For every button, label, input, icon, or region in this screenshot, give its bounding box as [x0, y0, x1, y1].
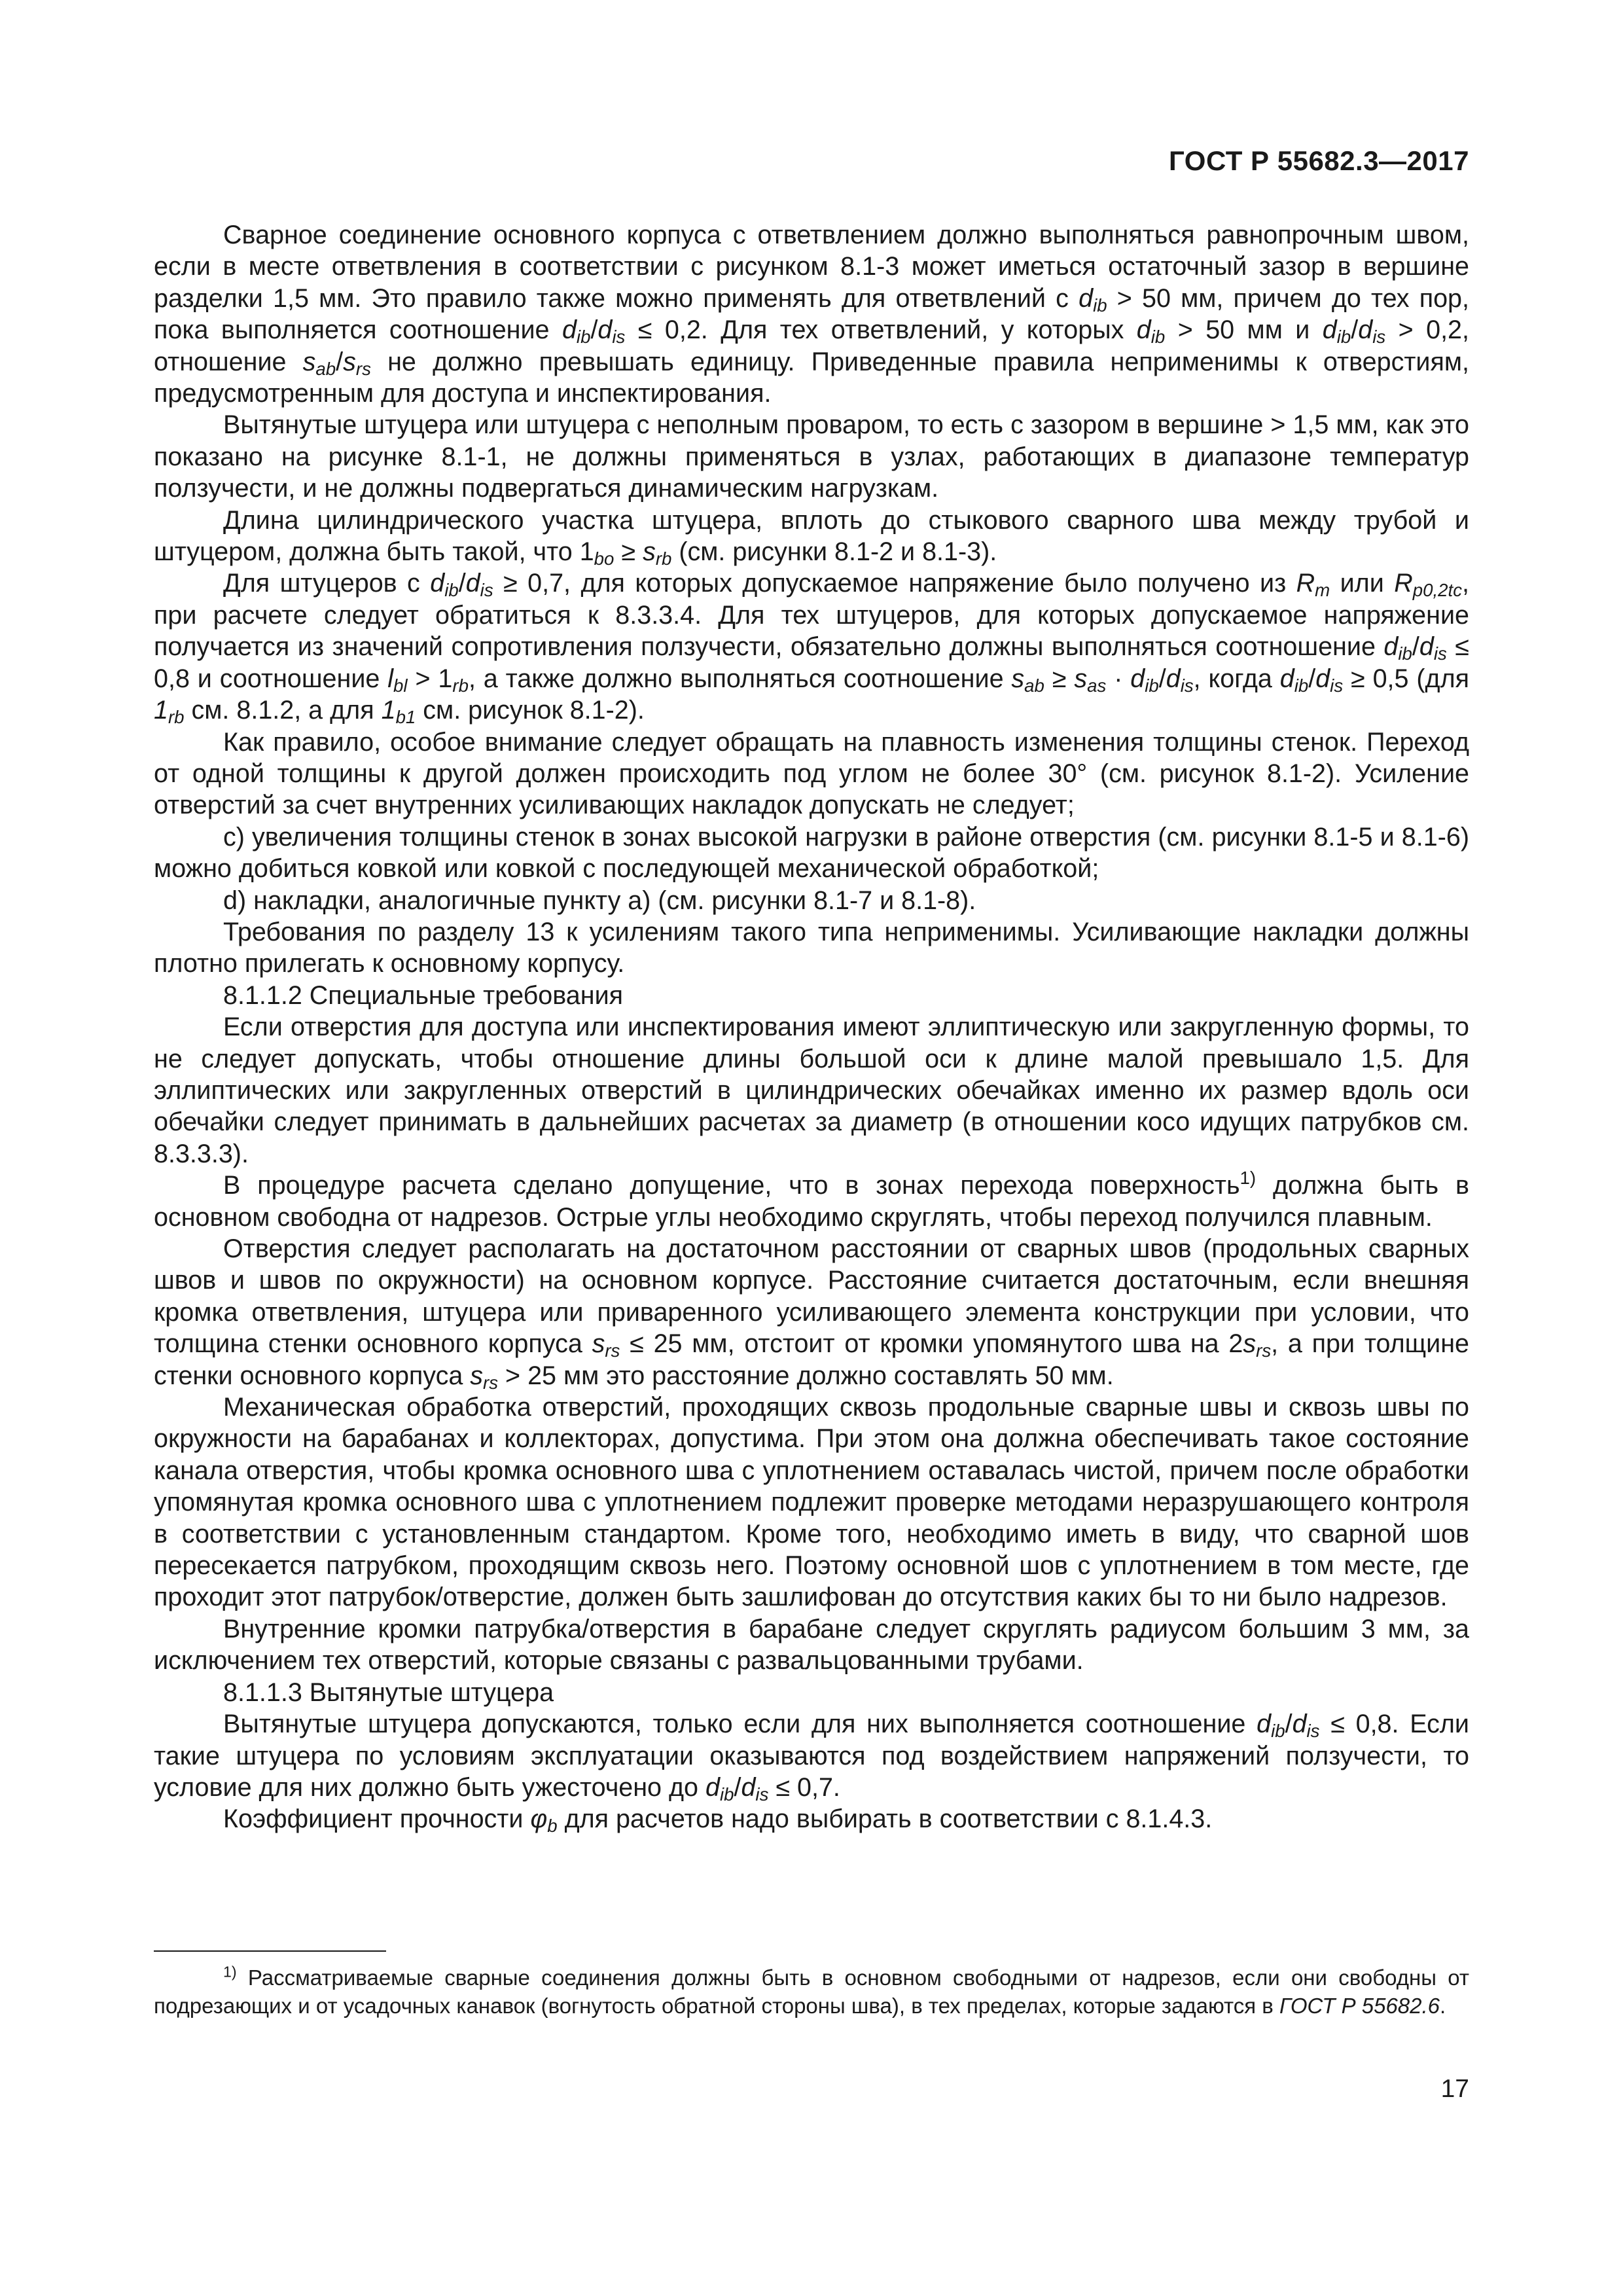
document-header: ГОСТ Р 55682.3—2017 [1169, 145, 1469, 176]
section-heading-8-1-1-2: 8.1.1.2 Специальные требования [223, 980, 624, 1010]
page-number: 17 [1440, 2075, 1469, 2103]
paragraph-12: Отверстия следует располагать на достаточном расстоянии от сварных швов (продольных сварных швов и швов по окружности) на основном корпусе. Расстояние считается достаточным, если внешняя кромка ответвления, штуцера или приваренного усиливающего элемента конструкции при условии, что толщина стенки основного корпуса $s_{rs} \le 25$ мм, отстоит от кромки упомянутого шва на $2s_{rs}$, а при толщине стенки основного корпуса $s_{rs} > 25$ мм это расстояние должно составлять 50 мм. [154, 1234, 1469, 1393]
paragraph-4: Для штуцеров с $d_{ib}/d_{is} \ge 0,7$, для которых допускаемое напряжение было получено из $R_m$ или $R_{p0,2tc}$, при расчете следует обратиться к 8.3.3.4. Для тех штуцеров, для которых допускаемое напряжение получается из значений сопротивления ползучести, обязательно должны выполняться соотношение $d_{ib}/d_{is} \le 0,8$ и соотношение $l_{bl} > 1_{rb}$, а также должно выполняться соотношение $s_{ab} \ge s_{as} \cdot d_{ib}/d_{is}$, когда $d_{ib}/d_{is} \ge 0,5$ (для $1_{rb}$ см. 8.1.2, а для $1_{b1}$ см. рисунок 8.1-2). [154, 569, 1470, 727]
footnote [154, 1964, 1469, 2020]
paragraph-10: Если отверстия для доступа или инспектирования имеют эллиптическую или закругленную формы, то не следует допускать, чтобы отношение длины большой оси к длине малой превышало 1,5. Для эллиптических или закругленных отверстий в цилиндрических обечайках именно их размер вдоль оси обечайки следует принимать в дальнейших расчетах за диаметр (в отношении косо идущих патрубков см. 8.3.3.3). [154, 1013, 1469, 1168]
paragraph-5: Как правило, особое внимание следует обращать на плавность изменения толщины стенок. Переход от одной толщины к другой должен происходить под углом не более 30° (см. рисунок 8.1-2). Усиление отверстий за счет внутренних усиливающих накладок допускать не следует; [154, 727, 1469, 820]
paragraph-17: Коэффициент прочности $\varphi_b$ для расчетов надо выбирать в соответствии с 8.1.4.3. [223, 1804, 1213, 1837]
paragraph-1: Сварное соединение основного корпуса с ответвлением должно выполняться равнопрочным швом, если в месте ответвления в соответствии с рисунком 8.1-3 может иметься остаточный зазор в вершине разделки 1,5 мм. Это правило также можно применять для ответвлений с $d_{ib} > 50$ мм, причем до тех пор, пока выполняется соотношение $d_{ib}/d_{is} \le 0,2$. Для тех ответвлений, у которых $d_{ib} > 50$ мм и $d_{ib}/d_{is} > 0,2$, отношение $s_{ab}/s_{rs}$ не должно превышать единицу. Приведенные правила неприменимы к отверстиям, предусмотренным для доступа и инспектирования. [154, 221, 1470, 408]
paragraph-2: Вытянутые штуцера или штуцера с неполным проваром, то есть с зазором в вершине > 1,5 мм, как это показано на рисунке 8.1-1, не должны применяться в узлах, работающих в диапазоне температур ползучести, и не должны подвергаться динамическим нагрузкам. [154, 410, 1469, 503]
footnote-mark: 1) [223, 1963, 237, 1981]
footnote-separator [154, 1950, 386, 1952]
footnote-standard-ref: ГОСТ Р 55682.6 [1279, 1994, 1440, 2018]
section-heading-8-1-1-3: 8.1.1.3 Вытянутые штуцера [223, 1677, 554, 1707]
footnote-text: $^{1)}$ Рассматриваемые сварные соединения должны быть в основном свободными от надрезов, если они свободны от подрезающих и от усадочных канавок (вогнутость обратной стороны шва), в тех пределах, которые задаются в ГОСТ Р 55682.6. [154, 1963, 1469, 2018]
paragraph-11: В процедуре расчета сделано допущение, что в зонах перехода поверхность$^{1)}$ должна быть в основном свободна от надрезов. Острые углы необходимо скруглять, чтобы переход получился плавным. [154, 1167, 1469, 1232]
footnote-reference: 1) [1240, 1167, 1257, 1188]
paragraph-6: c) увеличения толщины стенок в зонах высокой нагрузки в районе отверстия (см. рисунки 8.1-5 и 8.1-6) можно добиться ковкой или ковкой с последующей механической обработкой; [154, 822, 1469, 884]
paragraph-16: Вытянутые штуцера допускаются, только если для них выполняется соотношение $d_{ib}/d_{is} \le 0,8$. Если такие штуцера по условиям эксплуатации оказываются под воздействием напряжений ползучести, то условие для них должно быть ужесточено до $d_{ib}/d_{is} \le 0,7$. [154, 1710, 1469, 1804]
paragraph-7: d) накладки, аналогичные пункту а) (см. рисунки 8.1-7 и 8.1-8). [223, 886, 976, 915]
paragraph-3: Длина цилиндрического участка штуцера, вплоть до стыкового сварного шва между трубой и штуцером, должна быть такой, что $1_{bo} \ge s_{rb}$ (см. рисунки 8.1-2 и 8.1-3). [154, 505, 1469, 569]
document-body [154, 219, 1469, 1835]
paragraph-8: Требования по разделу 13 к усилениям такого типа неприменимы. Усиливающие накладки должны плотно прилегать к основному корпусу. [154, 917, 1469, 978]
paragraph-13: Механическая обработка отверстий, проходящих сквозь продольные сварные швы и сквозь швы по окружности на барабанах и коллекторах, допустима. При этом она должна обеспечивать такое состояние канала отверстия, чтобы кромка основного шва с уплотнением оставалась чистой, причем после обработки упомянутая кромка основного шва с уплотнением подлежит проверке методами неразрушающего контроля в соответствии с установленным стандартом. Кроме того, необходимо иметь в виду, что сварной шов пересекается патрубком, проходящим сквозь него. Поэтому основной шов с уплотнением в том месте, где проходит этот патрубок/отверстие, должен быть зашлифован до отсутствия каких бы то ни было надрезов. [154, 1393, 1469, 1612]
paragraph-14: Внутренние кромки патрубка/отверстия в барабане следует скруглять радиусом большим 3 мм, за исключением тех отверстий, которые связаны с развальцованными трубами. [154, 1614, 1469, 1676]
